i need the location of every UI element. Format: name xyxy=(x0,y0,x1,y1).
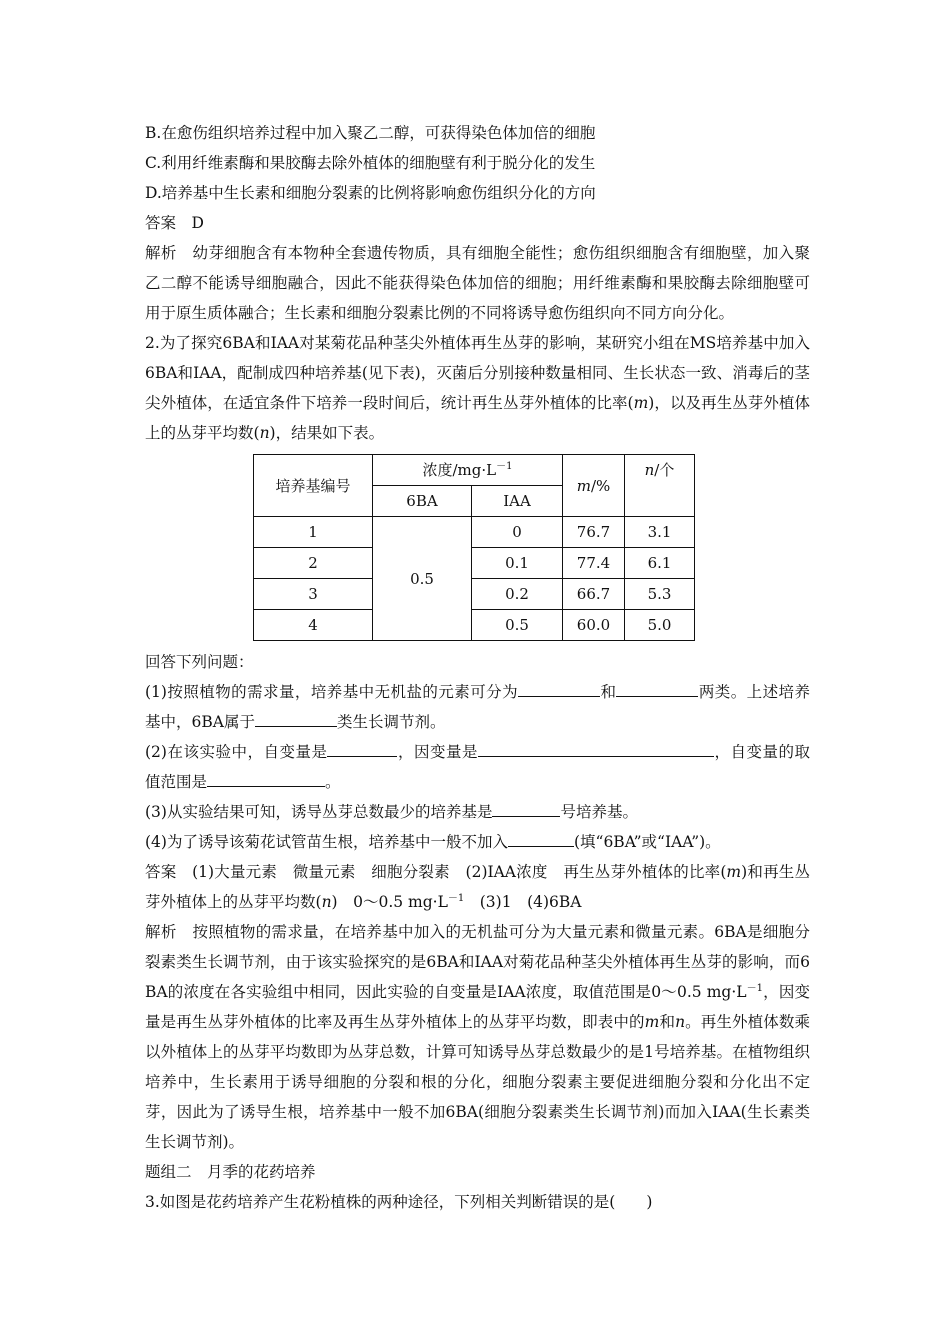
answer-blank[interactable] xyxy=(255,708,337,727)
cell-n: 5.0 xyxy=(625,610,695,641)
cell-6ba-value: 0.5 xyxy=(373,517,472,641)
cell-m: 60.0 xyxy=(563,610,625,641)
cell-id: 1 xyxy=(254,517,373,548)
cell-n: 6.1 xyxy=(625,548,695,579)
q2-sub4: (4)为了诱导该菊花试管苗生根，培养基中一般不加入 (填“6BA”或“IAA”)。 xyxy=(145,827,810,857)
header-iaa: IAA xyxy=(472,486,563,517)
q2-analysis: 解析 按照植物的需求量，在培养基中加入的无机盐可分为大量元素和微量元素。6BA是细胞分裂素类生长调节剂，由于该实验探究的是6BA和IAA对菊花品种茎尖外植体再生丛芽的影响，而6BA的浓度在各实验组中相同，因此实验的自变量是IAA浓度，取值范围是0～0.5 $mg\cdot L^{-1}$，因变量是再生丛芽外植体的比率及再生丛芽外植体上的丛芽平均数，即表中的m和n。再生外植体数乘以外植体上的丛芽平均数即为丛芽总数，计算可知诱导丛芽总数最少的是1号培养基。在植物组织培养中，生长素用于诱导细胞的分裂和根的分化，细胞分裂素主要促进细胞分裂和分化出不定芽，因此为了诱导生根，培养基中一般不加6BA(细胞分裂素类生长调节剂)而加入IAA(生长素类生长调节剂)。 xyxy=(145,923,810,1151)
q1-option-d: D.培养基中生长素和细胞分裂素的比例将影响愈伤组织分化的方向 xyxy=(145,184,596,202)
table-row xyxy=(254,517,695,548)
q2-answer: 答案 (1)大量元素 微量元素 细胞分裂素 (2)IAA浓度 再生丛芽外植体的比率(m)和再生丛芽外植体上的丛芽平均数(n) 0～0.5 $mg\cdot L^{-1}$ (3)1 (4)6BA xyxy=(145,863,810,911)
table-row xyxy=(254,610,695,641)
table-header-row xyxy=(254,455,695,486)
answer-blank[interactable] xyxy=(616,678,698,697)
q2-stem: 2.为了探究6BA和IAA对某菊花品种茎尖外植体再生丛芽的影响，某研究小组在MS培养基中加入6BA和IAA，配制成四种培养基(见下表)，灭菌后分别接种数量相同、生长状态一致、消毒后的茎尖外植体，在适宜条件下培养一段时间后，统计再生丛芽外植体的比率(m)，以及再生丛芽外植体上的丛芽平均数(n)，结果如下表。 xyxy=(145,334,810,442)
q2-sub1: (1)按照植物的需求量，培养基中无机盐的元素可分为 和 两类。上述培养基中，6BA属于 类生长调节剂。 xyxy=(145,677,810,737)
q3-stem: 3.如图是花药培养产生花粉植株的两种途径，下列相关判断错误的是( ) xyxy=(145,1193,653,1211)
q1-option-b: B.在愈伤组织培养过程中加入聚乙二醇，可获得染色体加倍的细胞 xyxy=(145,124,596,142)
document-page xyxy=(145,118,810,1217)
cell-iaa: 0 xyxy=(472,517,563,548)
answer-blank[interactable] xyxy=(327,738,397,757)
results-table xyxy=(253,454,695,641)
answer-blank[interactable] xyxy=(508,828,574,847)
header-6ba: 6BA xyxy=(373,486,472,517)
cell-n: 3.1 xyxy=(625,517,695,548)
header-concentration: 浓度$/mg\cdot L^{-1}$ xyxy=(373,455,563,486)
q2-sub2: (2)在该实验中，自变量是 ，因变量是 ，自变量的取值范围是 。 xyxy=(145,737,810,797)
answer-blank[interactable] xyxy=(492,798,560,817)
q2-prompt: 回答下列问题： xyxy=(145,653,254,671)
answer-blank[interactable] xyxy=(518,678,600,697)
answer-blank[interactable] xyxy=(478,738,714,757)
cell-id: 3 xyxy=(254,579,373,610)
cell-m: 77.4 xyxy=(563,548,625,579)
cell-id: 4 xyxy=(254,610,373,641)
table-row xyxy=(254,579,695,610)
cell-id: 2 xyxy=(254,548,373,579)
q2-sub3: (3)从实验结果可知，诱导丛芽总数最少的培养基是 号培养基。 xyxy=(145,797,810,827)
cell-m: 66.7 xyxy=(563,579,625,610)
cell-iaa: 0.2 xyxy=(472,579,563,610)
q1-answer: 答案 D xyxy=(145,214,204,232)
table-row xyxy=(254,548,695,579)
cell-iaa: 0.1 xyxy=(472,548,563,579)
answer-blank[interactable] xyxy=(207,768,325,787)
group2-title: 题组二 月季的花药培养 xyxy=(145,1163,316,1181)
cell-iaa: 0.5 xyxy=(472,610,563,641)
cell-n: 5.3 xyxy=(625,579,695,610)
q1-option-c: C.利用纤维素酶和果胶酶去除外植体的细胞壁有利于脱分化的发生 xyxy=(145,154,596,172)
header-m: m/% xyxy=(563,455,625,517)
cell-m: 76.7 xyxy=(563,517,625,548)
header-medium-number: 培养基编号 xyxy=(254,455,373,517)
q1-analysis: 解析 幼芽细胞含有本物种全套遗传物质，具有细胞全能性；愈伤组织细胞含有细胞壁，加入聚乙二醇不能诱导细胞融合，因此不能获得染色体加倍的细胞；用纤维素酶和果胶酶去除细胞壁可用于原生质体融合；生长素和细胞分裂素比例的不同将诱导愈伤组织向不同方向分化。 xyxy=(145,244,810,322)
header-n: n/个 xyxy=(625,455,695,517)
